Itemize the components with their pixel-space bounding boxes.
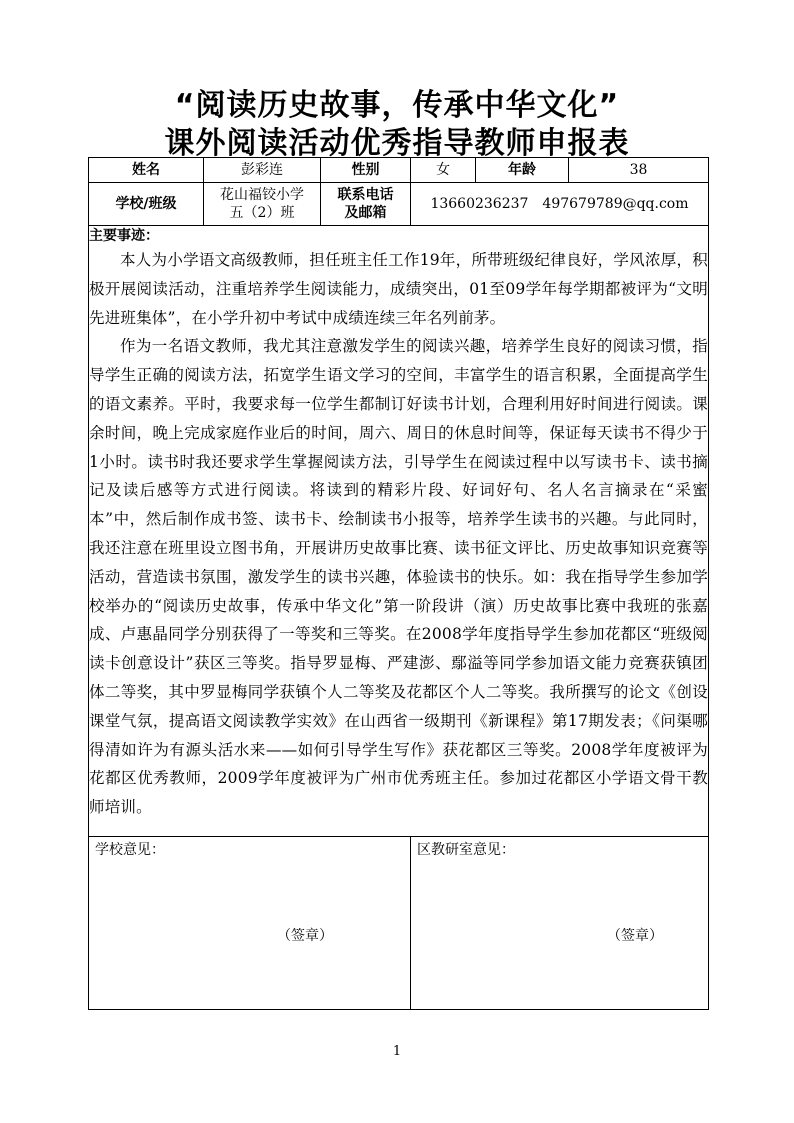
row-opinions <box>89 837 709 1010</box>
name-value: 彭彩连 <box>204 158 321 183</box>
contact-label <box>321 183 411 226</box>
bureau-opinion-label: 区教研室意见： <box>417 842 515 858</box>
row-main-deeds <box>89 226 709 837</box>
contact-label-line-1: 联系电话 <box>337 187 394 203</box>
title-line-2: 课外阅读活动优秀指导教师申报表 <box>164 126 630 161</box>
row-school-contact <box>89 183 709 226</box>
bureau-seal-label: （签章） <box>607 928 663 944</box>
age-value: 38 <box>569 158 709 183</box>
gender-value: 女 <box>411 158 476 183</box>
school-seal-label: （签章） <box>277 928 333 944</box>
bureau-opinion-cell <box>411 837 709 1010</box>
main-deeds-paragraph-2: 作为一名语文教师，我尤其注意激发学生的阅读兴趣，培养学生良好的阅读习惯，指导学生正确的阅读方法，拓宽学生语文学习的空间，丰富学生的语言积累，全面提高学生的语文素养。平时，我要求每一位学生都制订好读书计划，合理利用好时间进行阅读。课余时间，晚上完成家庭作业后的时间，周六、周日的休息时间等，保证每天读书不得少于1小时。读书时我还要求学生掌握阅读方法，引导学生在阅读过程中以写读书卡、读书摘记及读后感等方式进行阅读。将读到的精彩片段、好词好句、名人名言摘录在“采蜜本”中，然后制作成书签、读书卡、绘制读书小报等，培养学生读书的兴趣。与此同时，我还注意在班里设立图书角，开展讲历史故事比赛、读书征文评比、历史故事知识竞赛等活动，营造读书氛围，激发学生的读书兴趣，体验读书的快乐。如：我在指导学生参加学校举办的“阅读历史故事，传承中华文化”第一阶段讲（演）历史故事比赛中我班的张嘉成、卢惠晶同学分别获得了一等奖和三等奖。在2008学年度指导学生参加花都区“班级阅读卡创意设计”获区三等奖。指导罗显梅、严建澎、鄢溢等同学参加语文能力竞赛获镇团体二等奖，其中罗显梅同学获镇个人二等奖及花都区个人二等奖。我所撰写的论文《创设课堂气氛，提高语文阅读教学实效》在山西省一级期刊《新课程》第17期发表；《问渠哪得清如许为有源头活水来——如何引导学生写作》获花都区三等奖。2008学年度被评为花都区优秀教师，2009学年度被评为广州市优秀班主任。参加过花都区小学语文骨干教师培训。 <box>89 337 708 817</box>
age-label: 年龄 <box>476 158 569 183</box>
gender-label: 性别 <box>321 158 411 183</box>
contact-value: 13660236237 497679789@qq.com <box>411 183 709 226</box>
row-basic-info <box>89 158 709 183</box>
school-value-line-1: 花山福铰小学 <box>220 187 304 203</box>
application-form-table <box>88 157 709 1010</box>
school-value-line-2: 五（2）班 <box>229 205 295 221</box>
school-value <box>204 183 321 226</box>
contact-label-line-2: 及邮箱 <box>344 205 387 221</box>
page-number: 1 <box>392 1044 402 1059</box>
school-opinion-cell <box>89 837 411 1010</box>
name-label: 姓名 <box>89 158 204 183</box>
title-line-1: “阅读历史故事，传承中华文化” <box>174 88 620 123</box>
school-opinion-label: 学校意见： <box>95 842 165 858</box>
main-deeds-heading: 主要事迹： <box>89 228 159 244</box>
main-deeds-paragraph-1: 本人为小学语文高级教师，担任班主任工作19年，所带班级纪律良好，学风浓厚，积极开展阅读活动，注重培养学生阅读能力，成绩突出，01至09学年每学期都被评为“文明先进班集体”，在小学升初中考试中成绩连续三年名列前茅。 <box>89 251 708 327</box>
school-label: 学校/班级 <box>89 183 204 226</box>
main-deeds-cell <box>89 226 709 837</box>
